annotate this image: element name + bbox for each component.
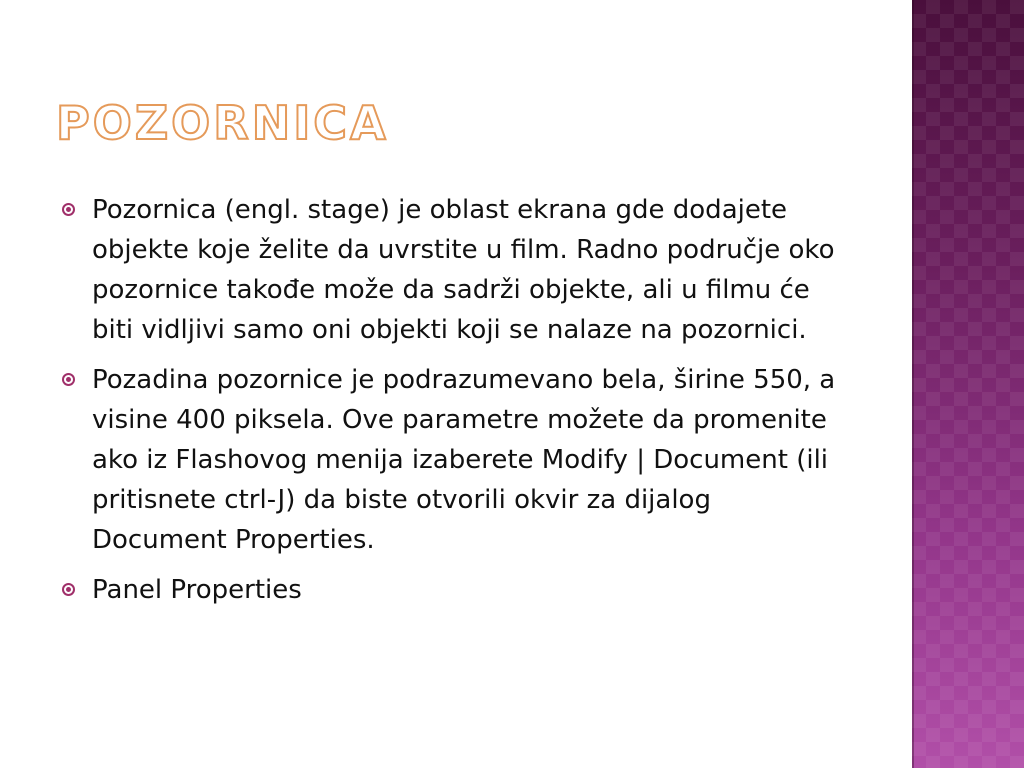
side-band-pattern xyxy=(912,0,1024,768)
bullet-text: Pozornica (engl. stage) je oblast ekrana gde dodajete objekte koje želite da uvrstite u film. Radno područje oko pozornice takođe može da sadrži objekte, ali u filmu će biti vidljivi samo oni objekti koji se nalaze na pozornici. xyxy=(92,195,835,345)
decorative-side-band xyxy=(912,0,1024,768)
slide-title: POZORNICA xyxy=(56,96,389,150)
list-item xyxy=(62,360,852,560)
list-item xyxy=(62,570,852,610)
bullet-text: Pozadina pozornice je podrazumevano bela, širine 550, a visine 400 piksela. Ove parametre možete da promenite ako iz Flashovog menija izaberete Modify | Document (ili pritisnete ctrl-J) da biste otvorili okvir za dijalog Document Properties. xyxy=(92,365,836,555)
bullet-list xyxy=(62,190,852,620)
circle-dot-icon xyxy=(62,373,75,386)
side-band-edge xyxy=(912,0,914,768)
circle-dot-icon xyxy=(62,583,75,596)
list-item xyxy=(62,190,852,350)
circle-dot-icon xyxy=(62,203,75,216)
bullet-text: Panel Properties xyxy=(92,575,302,605)
